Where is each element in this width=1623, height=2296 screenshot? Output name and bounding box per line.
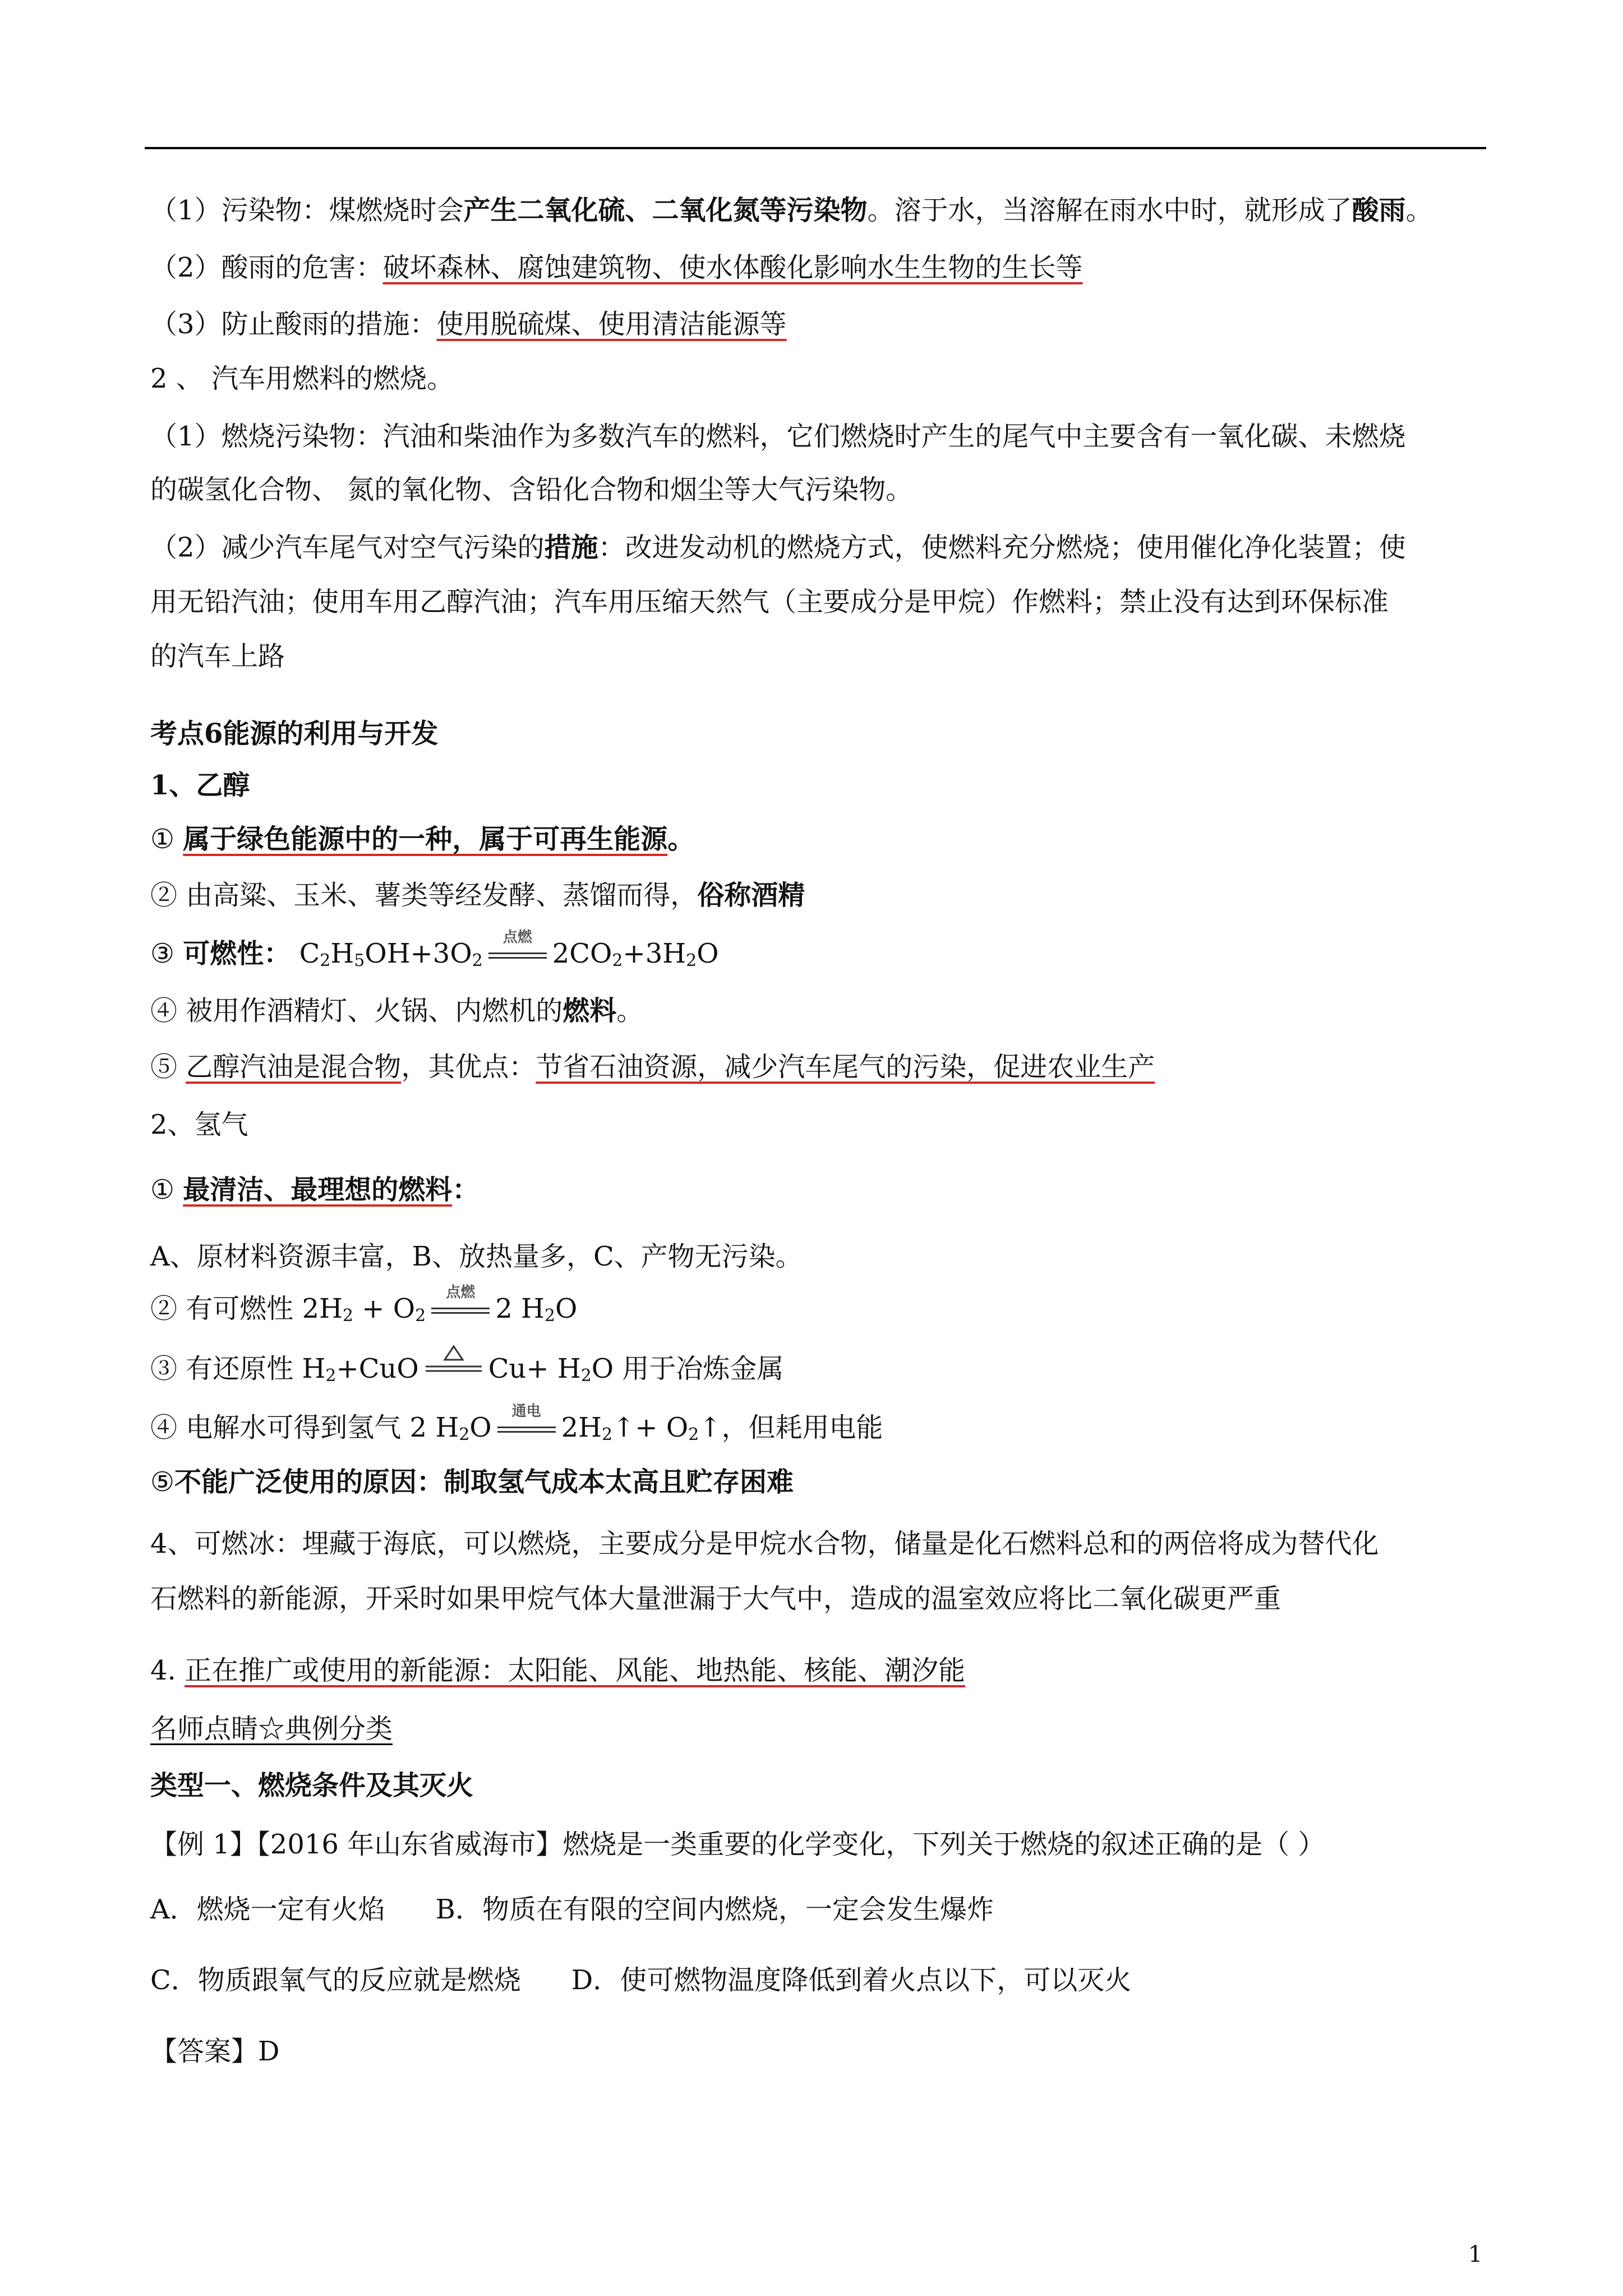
text-span: O 用于冶炼金属 bbox=[591, 1353, 784, 1384]
text-span: ① bbox=[150, 1174, 183, 1205]
condition-label: 通电 bbox=[511, 1403, 541, 1420]
option-d: D．使可燃物温度降低到着火点以下，可以灭火 bbox=[571, 1964, 1132, 1996]
bold-text: 可燃性： bbox=[183, 938, 291, 969]
text-span: ② 由高粱、玉米、薯类等经发酵、蒸馏而得， bbox=[150, 880, 698, 911]
text-span: O bbox=[555, 1293, 578, 1324]
text-line-combustion-pollutants-cont: 的碳氢化合物、 氮的氧化物、含铅化合物和烟尘等大气污染物。 bbox=[150, 474, 913, 505]
bold-text: 措施 bbox=[544, 532, 598, 563]
text-span: + O bbox=[353, 1293, 416, 1324]
text-span: +CuO bbox=[336, 1353, 419, 1384]
underlined-bold-text: 最清洁、最理想的燃料 bbox=[183, 1174, 453, 1205]
text-line-vehicle-fuel: 2 、 汽车用燃料的燃烧。 bbox=[150, 363, 454, 394]
text-line-ethanol-2 bbox=[150, 878, 805, 912]
text-line-hydrogen-limit bbox=[150, 1465, 794, 1499]
text-span: ③ bbox=[150, 938, 183, 969]
text-span: Cu+ H bbox=[488, 1353, 581, 1384]
electrolysis-condition bbox=[495, 1403, 558, 1439]
underlined-text: 节省石油资源，减少汽车尾气的污染，促进农业生产 bbox=[536, 1051, 1155, 1083]
text-span: （2）减少汽车尾气对空气污染的 bbox=[150, 532, 545, 563]
text-span: 。 bbox=[1405, 195, 1433, 226]
text-line-pollutants bbox=[150, 194, 1433, 227]
text-span: ④ 被用作酒精灯、火锅、内燃机的 bbox=[150, 995, 563, 1027]
underlined-bold-text: 属于绿色能源中的一种，属于可再生能源 bbox=[183, 823, 668, 855]
text-line-hydrogen-electrolysis: ④ 电解水可得到氢气 2 $H_2O$ 通电 $2H_2↑+$ $O_2↑$，但耗用电能 bbox=[150, 1403, 883, 1444]
text-line-ethanol-5 bbox=[150, 1050, 1155, 1084]
text-line-hydrogen-reduction: ③ 有还原性 $H_2+CuO$ $Cu+ H_2O$ 用于冶炼金属 bbox=[150, 1352, 783, 1386]
text-line-ethanol-4 bbox=[150, 994, 643, 1028]
text-span: ↑，但耗用电能 bbox=[699, 1412, 883, 1443]
bold-text: 酸雨 bbox=[1352, 195, 1406, 226]
text-line-hydrogen-1 bbox=[150, 1173, 479, 1207]
text-span: ④ 电解水可得到氢气 2 H bbox=[150, 1412, 459, 1443]
section-heading-examples: 名师点睛☆典例分类 bbox=[150, 1713, 393, 1745]
text-span: 。溶于水，当溶解在雨水中时，就形成了 bbox=[867, 195, 1352, 226]
underlined-text: 破坏森林、腐蚀建筑物、使水体酸化影响水生生物的生长等 bbox=[382, 252, 1083, 283]
subheading-ethanol: 1、乙醇 bbox=[150, 770, 250, 801]
bold-text: 燃料 bbox=[562, 995, 617, 1027]
text-line-ethanol-equation: ③ 可燃性： $C_2H_5OH+3O_2$ 点燃 $2CO_2+3H_2O$ bbox=[150, 929, 719, 970]
page-number: 1 bbox=[1468, 2242, 1483, 2267]
text-span: ⑤ bbox=[150, 1051, 186, 1083]
text-span: ③ 有还原性 H bbox=[150, 1353, 326, 1384]
condition-label: 点燃 bbox=[502, 929, 532, 946]
example-options-ab bbox=[150, 1893, 994, 1926]
option-a: A．燃烧一定有火焰 bbox=[150, 1894, 385, 1925]
text-span: （3）防止酸雨的措施： bbox=[150, 309, 437, 340]
text-line-acid-rain-prevention bbox=[150, 307, 787, 341]
subheading-hydrogen: 2、氢气 bbox=[150, 1109, 248, 1140]
text-span: 。 bbox=[616, 995, 644, 1027]
example-options-cd bbox=[150, 1963, 1131, 1997]
text-line-hydrogen-advantages: A、原材料资源丰富，B、放热量多，C、产物无污染。 bbox=[150, 1241, 803, 1272]
text-line-ethanol-1 bbox=[150, 822, 694, 856]
underlined-text: 正在推广或使用的新能源：太阳能、风能、地热能、核能、潮汐能 bbox=[185, 1655, 966, 1686]
section-heading-energy: 考点6能源的利用与开发 bbox=[150, 718, 439, 749]
text-line-measures-end: 的汽车上路 bbox=[150, 641, 285, 672]
text-line-measures-cont: 用无铅汽油；使用车用乙醇汽油；汽车用压缩天然气（主要成分是甲烷）作燃料；禁止没有达到环保标准 bbox=[150, 586, 1389, 618]
text-span: 2H bbox=[561, 1412, 602, 1443]
bold-text: 不能广泛使用的原因：制取氢气成本太高且贮存困难 bbox=[174, 1466, 794, 1498]
bold-text: 俗称酒精 bbox=[697, 880, 805, 911]
underlined-text: 使用脱硫煤、使用清洁能源等 bbox=[436, 309, 787, 340]
text-span: （2）酸雨的危害： bbox=[150, 252, 383, 283]
text-line-combustible-ice-cont: 石燃料的新能源，开采时如果甲烷气体大量泄漏于大气中，造成的温室效应将比二氧化碳更严重 bbox=[150, 1583, 1281, 1614]
text-span: O bbox=[469, 1412, 492, 1443]
text-line-acid-rain-harm bbox=[150, 251, 1083, 284]
text-span: 。 bbox=[667, 823, 695, 855]
underlined-text: 乙醇汽油是混合物 bbox=[186, 1051, 402, 1083]
text-span: ：改进发动机的燃烧方式，使燃料充分燃烧；使用催化净化装置；使 bbox=[598, 532, 1406, 563]
bold-text: 产生二氧化硫、二氧化氮等污染物 bbox=[463, 195, 868, 226]
header-rule bbox=[145, 147, 1486, 149]
subheading-type-one: 类型一、燃烧条件及其灭火 bbox=[150, 1770, 474, 1801]
example-question: 【例 1】【2016 年山东省威海市】燃烧是一类重要的化学变化，下列关于燃烧的叙述正确的是（ ） bbox=[150, 1829, 1325, 1860]
ignite-condition bbox=[486, 929, 549, 965]
text-span: 4. bbox=[150, 1655, 185, 1686]
text-line-combustible-ice: 4、可燃冰：埋藏于海底，可以燃烧，主要成分是甲烷水合物，储量是化石燃料总和的两倍将成为替代化 bbox=[150, 1528, 1379, 1559]
text-line-measures bbox=[150, 531, 1406, 564]
text-span: （1）污染物：煤燃烧时会 bbox=[150, 195, 464, 226]
option-b: B．物质在有限的空间内燃烧，一定会发生爆炸 bbox=[435, 1894, 994, 1925]
condition-label: 点燃 bbox=[446, 1284, 476, 1301]
heat-condition-icon bbox=[422, 1353, 485, 1380]
text-span: ② 有可燃性 2H bbox=[150, 1293, 343, 1324]
text-span: ，其优点： bbox=[401, 1051, 536, 1083]
text-line-combustion-pollutants: （1）燃烧污染物：汽油和柴油作为多数汽车的燃料，它们燃烧时产生的尾气中主要含有一氧化碳、未燃烧 bbox=[150, 421, 1406, 452]
text-line-new-energy bbox=[150, 1654, 965, 1687]
option-c: C．物质跟氧气的反应就是燃烧 bbox=[150, 1964, 521, 1996]
text-span: ↑+ O bbox=[612, 1412, 689, 1443]
example-answer: 【答案】D bbox=[150, 2036, 280, 2067]
text-line-hydrogen-combustion: ② 有可燃性 $2H_2 + O_2$ 点燃 2 $H_2O$ bbox=[150, 1284, 578, 1326]
text-span: 2 H bbox=[495, 1293, 545, 1324]
text-span: ⑤ bbox=[150, 1466, 175, 1498]
ignite-condition bbox=[429, 1284, 492, 1320]
text-span: ： bbox=[452, 1174, 479, 1205]
text-span: ① bbox=[150, 823, 183, 855]
